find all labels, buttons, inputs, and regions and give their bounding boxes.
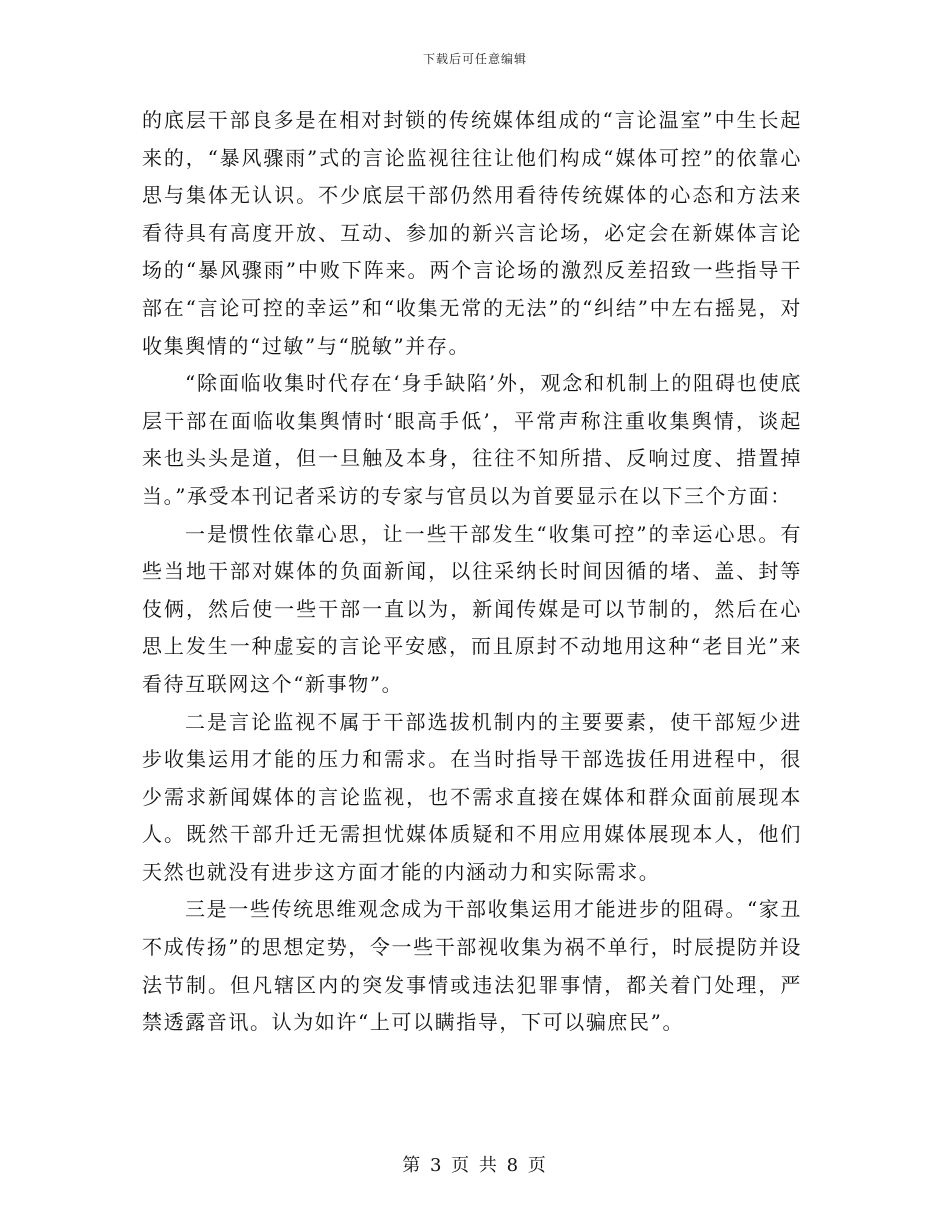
document-body xyxy=(142,102,802,1042)
page-number: 第 3 页 共 8 页 xyxy=(402,1155,548,1176)
paragraph-quote: “除面临收集时代存在‘身手缺陷’外，观念和机制上的阻碍也使底层干部在面临收集舆情时‘眼高手低’，平常声称注重收集舆情，谈起来也头头是道，但一旦触及本身，往往不知所措、反响过度、措置掉当。”承受本刊记者采访的专家与官员以为首要显示在以下三个方面： xyxy=(142,371,802,508)
page-header-note: 下载后可任意编辑 xyxy=(422,52,527,66)
paragraph-continued: 的底层干部良多是在相对封锁的传统媒体组成的“言论温室”中生长起来的，“暴风骤雨”式的言论监视往往让他们构成“媒体可控”的依靠心思与集体无认识。不少底层干部仍然用看待传统媒体的心态和方法来看待具有高度开放、互动、参加的新兴言论场，必定会在新媒体言论场的“暴风骤雨”中败下阵来。两个言论场的激烈反差招致一些指导干部在“言论可控的幸运”和“收集无常的无法”的“纠结”中左右摇晃，对收集舆情的“过敏”与“脱敏”并存。 xyxy=(142,108,802,358)
paragraph-point-two: 二是言论监视不属于干部选拔机制内的主要要素，使干部短少进步收集运用才能的压力和需求。在当时指导干部选拔任用进程中，很少需求新闻媒体的言论监视，也不需求直接在媒体和群众面前展现本人。既然干部升迁无需担忧媒体质疑和不用应用媒体展现本人，他们天然也就没有进步这方面才能的内涵动力和实际需求。 xyxy=(142,709,802,884)
paragraph-point-three: 三是一些传统思维观念成为干部收集运用才能进步的阻碍。“家丑不成传扬”的思想定势，令一些干部视收集为祸不单行，时辰提防并设法节制。但凡辖区内的突发事情或违法犯罪事情，都关着门处理，严禁透露音讯。认为如许“上可以瞒指导，下可以骗庶民”。 xyxy=(142,897,802,1035)
paragraph-point-one: 一是惯性依靠心思，让一些干部发生“收集可控”的幸运心思。有些当地干部对媒体的负面新闻，以往采纳长时间因循的堵、盖、封等伎俩，然后使一些干部一直以为，新闻传媒是可以节制的，然后在心思上发生一种虚妄的言论平安感，而且原封不动地用这种“老目光”来看待互联网这个“新事物”。 xyxy=(142,521,802,696)
